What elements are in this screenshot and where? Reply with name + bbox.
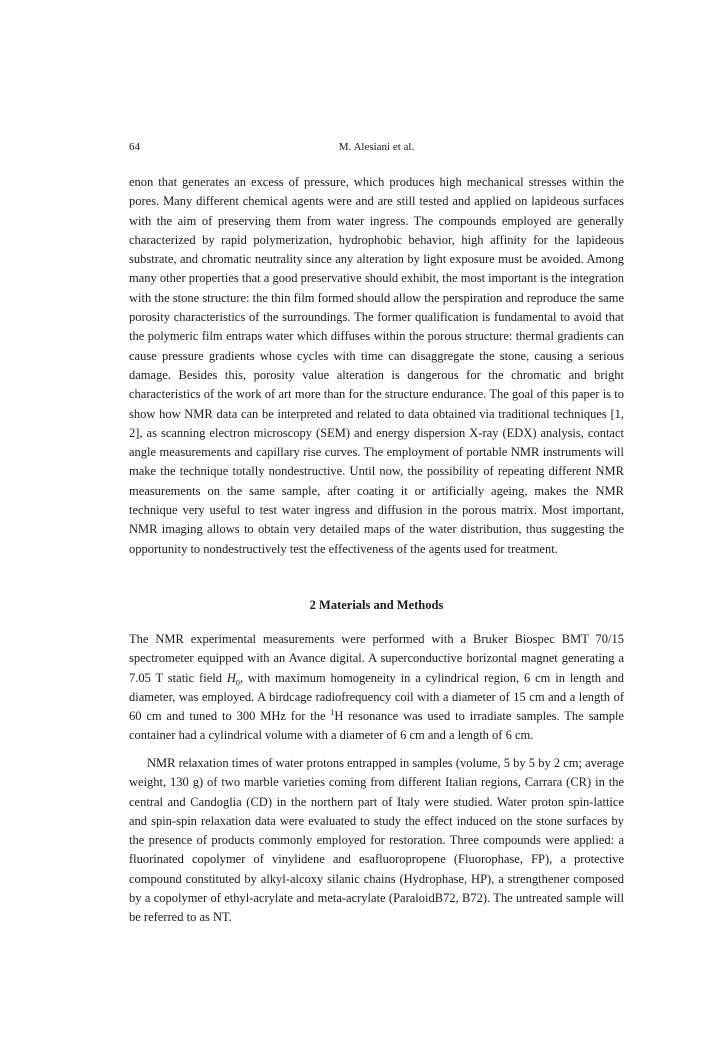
text-run: H resonance was used to irradiate samples. The sample container had a cylindrical volume with a diameter of 6 cm and a length of 6 cm. [129, 709, 624, 743]
field-subscript: 0 [235, 678, 240, 688]
text-run: , with maximum homogeneity in a cylindrical region, 6 cm in length and diameter, was employed. A birdcage radiofrequency coil with a diameter of 15 cm and a length of 60 cm and tuned to 300 MHz for the [129, 670, 624, 724]
text-run: The NMR experimental measurements were performed with a Bruker Biospec BMT 70/15 spectrometer equipped with an Avance digital. A superconductive horizontal magnet generating a 7.05 T static field [129, 632, 624, 685]
paragraph-text: NMR relaxation times of water protons entrapped in samples (volume, 5 by 5 by 2 cm; average weight, 130 g) of two marble varieties coming from different Italian regions, Carrara (CR) in the central and Candoglia (CD) in the northern part of Italy were studied. Water proton spin-lattice and spin-spin relaxation data were evaluated to study the effect induced on the stone surfaces by the presence of products commonly employed for restoration. Three compounds were applied: a fluorinated copolymer of vinylidene and esafluoropropene (Fluorophase, FP), a protective compound constituted by alkyl-alcoxy silanic chains (Hydrophase, HP), a strengthener composed by a copolymer of ethyl-acrylate and meta-acrylate (ParaloidB72, B72). The untreated sample will be referred to as NT. [129, 756, 624, 925]
section-heading: 2 Materials and Methods [309, 598, 444, 612]
paragraph-methods-setup [129, 630, 624, 746]
isotope-superscript: 1 [330, 708, 335, 718]
page-number: 64 [129, 141, 140, 153]
paragraph-text [129, 630, 624, 746]
paragraph-intro-continued [129, 173, 624, 559]
running-head: M. Alesiani et al. [338, 141, 415, 153]
paragraph-samples [129, 754, 624, 928]
field-symbol: H [226, 670, 236, 685]
page-header [129, 141, 624, 157]
paragraph-text: enon that generates an excess of pressure, which produces high mechanical stresses within the pores. Many different chemical agents were and are still tested and applied on lapideous surfaces with the aim of preserving them from water ingress. The compounds employed are generally characterized by rapid polymerization, hydrophobic behavior, high affinity for the lapideous substrate, and chromatic neutrality since any alteration by light exposure must be avoided. Among many other properties that a good preservative should exhibit, the most important is the integration with the stone structure: the thin film formed should allow the perspiration and reproduce the same porosity characteristics of the surroundings. The former qualification is fundamental to avoid that the polymeric film entraps water which diffuses within the porous structure: thermal gradients can cause pressure gradients whose cycles with time can disaggregate the stone, causing a serious damage. Besides this, porosity value alteration is dangerous for the chromatic and bright characteristics of the work of art more than for the structure endurance. The goal of this paper is to show how NMR data can be interpreted and related to data obtained via traditional techniques [1, 2], as scanning electron microscopy (SEM) and energy dispersion X-ray (EDX) analysis, contact angle measurements and capillary rise curves. The employment of portable NMR instruments will make the technique totally nondestructive. Until now, the possibility of repeating different NMR measurements on the same sample, after coating it or artificially ageing, makes the NMR technique very useful to test water ingress and diffusion in the porous matrix. Most important, NMR imaging allows to obtain very detailed maps of the water distribution, thus suggesting the opportunity to nondestructively test the effectiveness of the agents used for treatment. [129, 175, 624, 556]
